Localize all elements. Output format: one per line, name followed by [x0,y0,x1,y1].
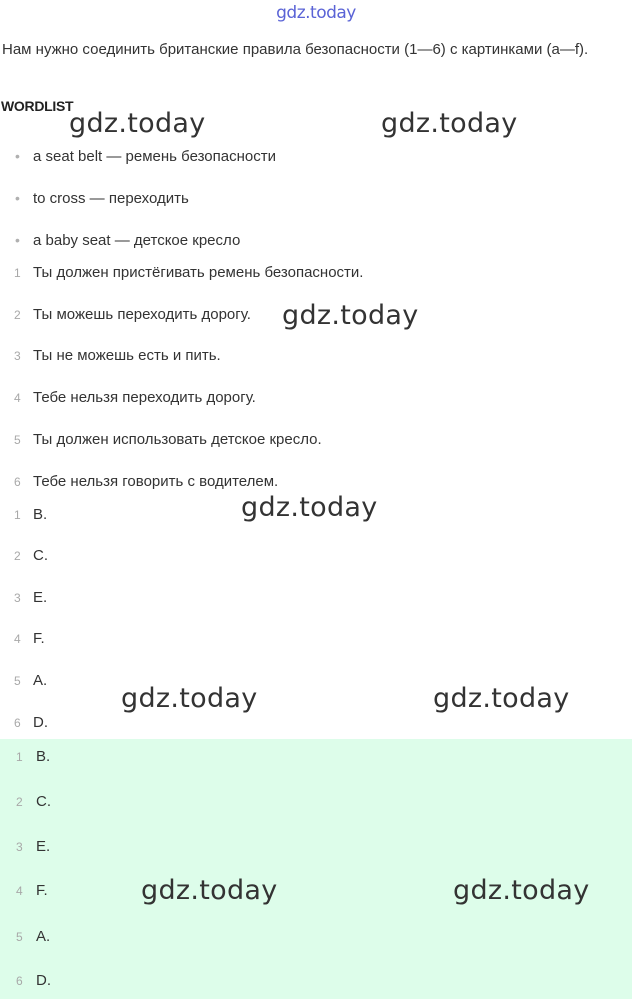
answer-text: A. [36,928,51,945]
answer-text: D. [33,714,48,731]
list-number: 4 [16,884,23,898]
answer-text: E. [36,838,51,855]
watermark: gdz.today [282,300,419,331]
answer-text: F. [33,630,45,647]
wordlist-item-text: a baby seat — детское кресло [33,232,241,249]
rule-text: Тебе нельзя говорить с водителем. [33,473,279,490]
answer-highlight-box [0,739,632,999]
watermark: gdz.today [433,683,570,714]
bullet-icon: • [15,148,20,164]
list-number: 3 [14,591,21,605]
task-description: Нам нужно соединить британские правила безопасности (1—6) с картинками (a—f). [2,41,589,58]
list-number: 5 [14,433,21,447]
list-number: 1 [14,508,21,522]
site-logo-link[interactable]: gdz.today [276,3,356,23]
answer-text: A. [33,672,48,689]
list-number: 3 [14,349,21,363]
watermark: gdz.today [69,108,206,139]
wordlist-item-text: a seat belt — ремень безопасности [33,148,276,165]
list-number: 5 [14,674,21,688]
list-number: 2 [16,795,23,809]
list-number: 4 [14,391,21,405]
rule-text: Ты не можешь есть и пить. [33,347,221,364]
answer-text: B. [36,748,51,765]
list-number: 4 [14,632,21,646]
watermark: gdz.today [121,683,258,714]
list-number: 1 [14,266,21,280]
answer-text: C. [33,547,48,564]
answer-text: E. [33,589,48,606]
bullet-icon: • [15,232,20,248]
answer-text: D. [36,972,51,989]
watermark: gdz.today [381,108,518,139]
rule-text: Ты можешь переходить дорогу. [33,306,251,323]
wordlist-item-text: to cross — переходить [33,190,189,207]
answer-text: B. [33,506,48,523]
watermark: gdz.today [141,875,278,906]
rule-text: Ты должен использовать детское кресло. [33,431,322,448]
list-number: 2 [14,308,21,322]
list-number: 1 [16,750,23,764]
watermark: gdz.today [241,492,378,523]
list-number: 5 [16,930,23,944]
list-number: 6 [14,716,21,730]
answer-text: C. [36,793,51,810]
bullet-icon: • [15,190,20,206]
list-number: 6 [16,974,23,988]
list-number: 6 [14,475,21,489]
answer-text: F. [36,882,48,899]
wordlist-heading: WORDLIST [1,98,74,114]
list-number: 2 [14,549,21,563]
rule-text: Тебе нельзя переходить дорогу. [33,389,256,406]
rule-text: Ты должен пристёгивать ремень безопасности. [33,264,364,281]
list-number: 3 [16,840,23,854]
watermark: gdz.today [453,875,590,906]
